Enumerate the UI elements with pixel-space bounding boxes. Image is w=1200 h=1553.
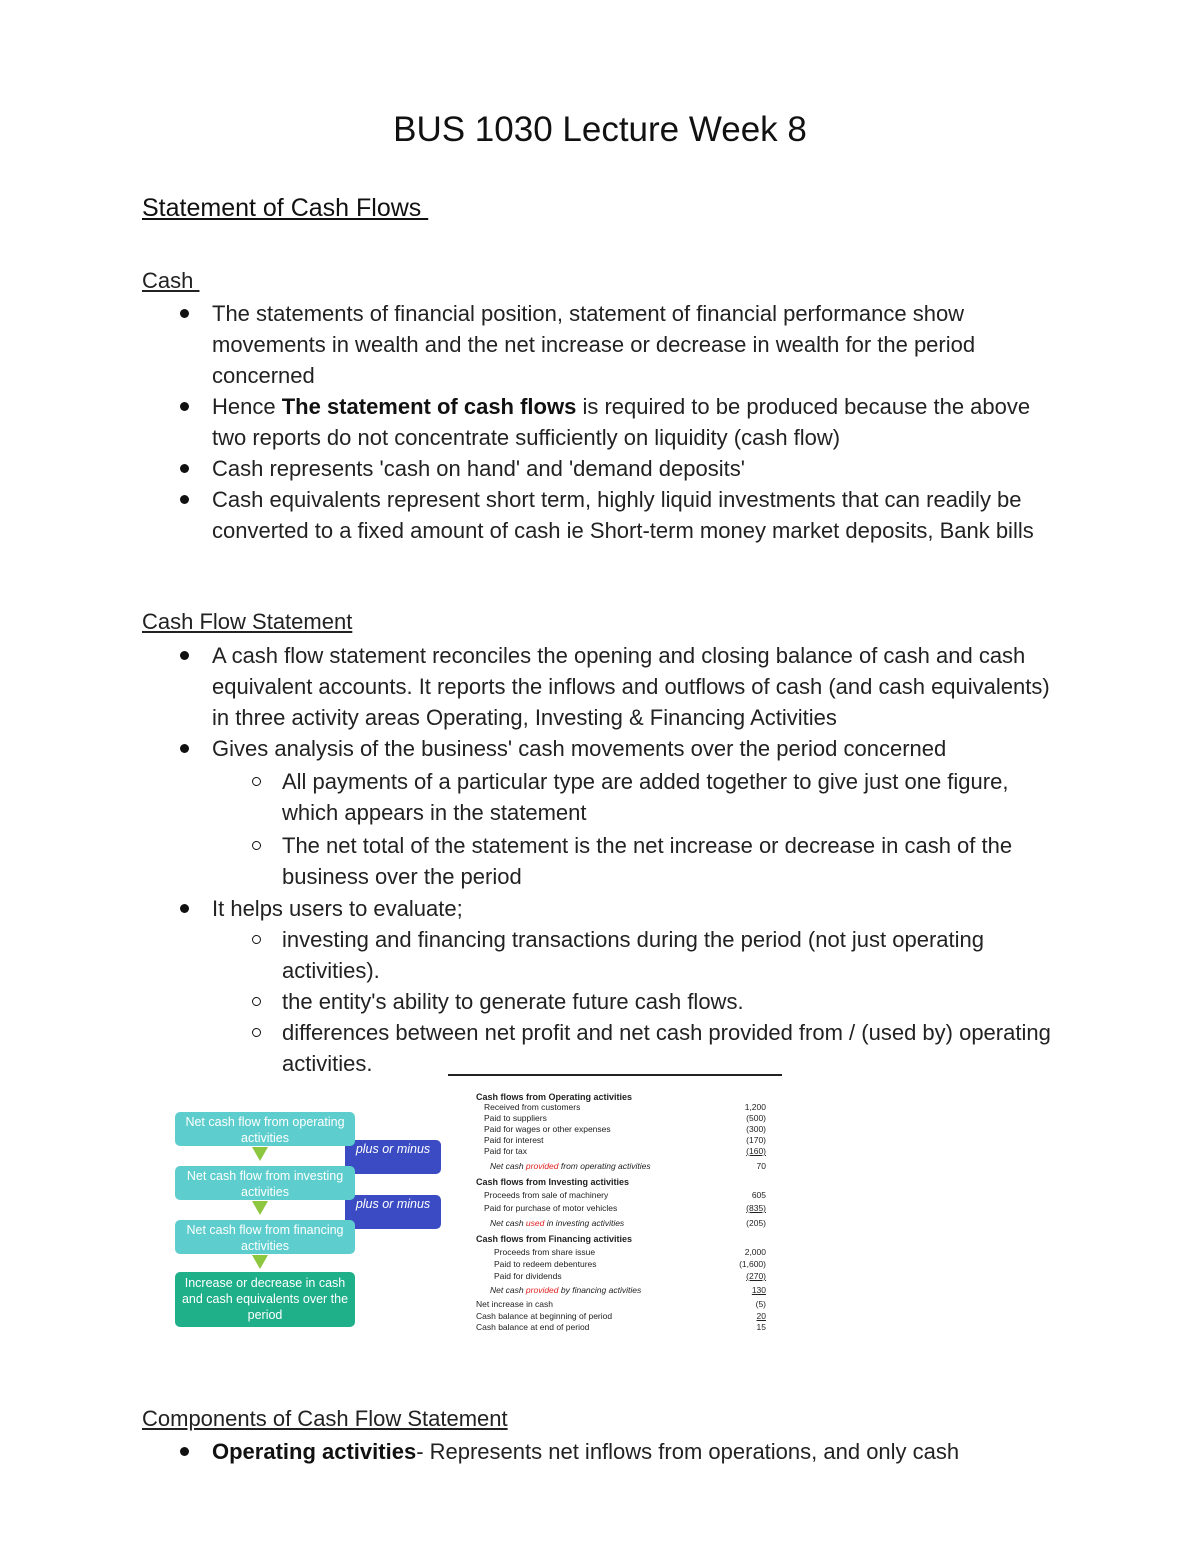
table-row: Paid to redeem debentures (1,600)	[494, 1259, 766, 1269]
down-arrow-icon	[252, 1147, 268, 1161]
bullet-icon	[180, 309, 189, 318]
circle-bullet-icon	[252, 841, 261, 850]
bullet-icon	[180, 464, 189, 473]
plus-or-minus-label: plus or minus	[345, 1195, 441, 1229]
table-row: Cash balance at beginning of period 20	[476, 1311, 766, 1321]
investing-activities-box: Net cash flow from investing activities	[175, 1166, 355, 1200]
table-row: Proceeds from share issue 2,000	[494, 1247, 766, 1257]
cash-flow-statement-list	[142, 640, 1062, 1079]
sub-list-item: investing and financing transactions during the period (not just operating activities).	[142, 924, 1062, 986]
table-row: Paid for dividends (270)	[494, 1271, 766, 1281]
bullet-icon	[180, 651, 189, 660]
table-row: Paid for purchase of motor vehicles (835)	[484, 1203, 766, 1213]
cash-flow-diagram	[170, 1108, 450, 1333]
sub-list-item: All payments of a particular type are added together to give just one figure, which appears in the statement	[142, 766, 1062, 828]
investing-heading: Cash flows from Investing activities	[476, 1177, 630, 1187]
table-row: Paid for wages or other expenses (300)	[484, 1124, 766, 1134]
list-item: Cash represents 'cash on hand' and 'demand deposits'	[142, 453, 1062, 484]
bullet-icon	[180, 904, 189, 913]
bullet-icon	[180, 495, 189, 504]
table-row: Paid for interest (170)	[484, 1135, 766, 1145]
table-row: Cash balance at end of period 15	[476, 1322, 766, 1332]
list-item: Gives analysis of the business' cash movements over the period concerned	[142, 733, 1062, 764]
bullet-icon	[180, 402, 189, 411]
bullet-icon	[180, 1447, 189, 1456]
table-row: Paid to suppliers (500)	[484, 1113, 766, 1123]
sub-list-item: The net total of the statement is the net increase or decrease in cash of the business over the period	[142, 830, 1062, 892]
operating-activities-box: Net cash flow from operating activities	[175, 1112, 355, 1146]
down-arrow-icon	[252, 1201, 268, 1215]
list-item: It helps users to evaluate;	[142, 893, 1062, 924]
table-row: Net cash provided from operating activities 70	[490, 1161, 766, 1171]
net-change-box: Increase or decrease in cash and cash equivalents over the period	[175, 1272, 355, 1327]
bullet-icon	[180, 744, 189, 753]
sub-list-item: the entity's ability to generate future cash flows.	[142, 986, 1062, 1017]
operating-heading: Cash flows from Operating activities	[476, 1092, 633, 1102]
table-row: Net cash used in investing activities (205)	[490, 1218, 766, 1228]
list-item: Cash equivalents represent short term, highly liquid investments that can readily be converted to a fixed amount of cash ie Short-term money market deposits, Bank bills	[142, 484, 1062, 546]
table-row: Paid for tax (160)	[484, 1146, 766, 1156]
financing-heading: Cash flows from Financing activities	[476, 1234, 633, 1244]
cash-heading: Cash	[142, 268, 200, 293]
components-list	[142, 1436, 1062, 1467]
list-item: A cash flow statement reconciles the opening and closing balance of cash and cash equivalent accounts. It reports the inflows and outflows of cash (and cash equivalents) in three activity areas Operating, Investing & Financing Activities	[142, 640, 1062, 733]
circle-bullet-icon	[252, 935, 261, 944]
sub-list-item: differences between net profit and net cash provided from / (used by) operating activities.	[142, 1017, 1062, 1079]
table-row: Received from customers 1,200	[484, 1102, 766, 1112]
table-row: Net increase in cash (5)	[476, 1299, 766, 1309]
section-title: Statement of Cash Flows	[142, 194, 429, 222]
financing-activities-box: Net cash flow from financing activities	[175, 1220, 355, 1254]
list-item: Hence The statement of cash flows is required to be produced because the above two reports do not concentrate sufficiently on liquidity (cash flow)	[142, 391, 1062, 453]
cash-flow-statement-example	[448, 1074, 782, 1334]
table-row: Proceeds from sale of machinery 605	[484, 1190, 766, 1200]
circle-bullet-icon	[252, 777, 261, 786]
cash-flow-statement-heading: Cash Flow Statement	[142, 609, 353, 634]
list-item: The statements of financial position, statement of financial performance show movements in wealth and the net increase or decrease in wealth for the period concerned	[142, 298, 1062, 391]
down-arrow-icon	[252, 1255, 268, 1269]
divider	[448, 1074, 782, 1076]
list-item: Operating activities- Represents net inflows from operations, and only cash	[142, 1436, 1062, 1467]
cash-list	[142, 298, 1062, 546]
document-title: BUS 1030 Lecture Week 8	[393, 110, 807, 149]
components-heading: Components of Cash Flow Statement	[142, 1406, 508, 1431]
circle-bullet-icon	[252, 997, 261, 1006]
plus-or-minus-label: plus or minus	[345, 1140, 441, 1174]
circle-bullet-icon	[252, 1028, 261, 1037]
table-row: Net cash provided by financing activities 130	[490, 1285, 766, 1295]
